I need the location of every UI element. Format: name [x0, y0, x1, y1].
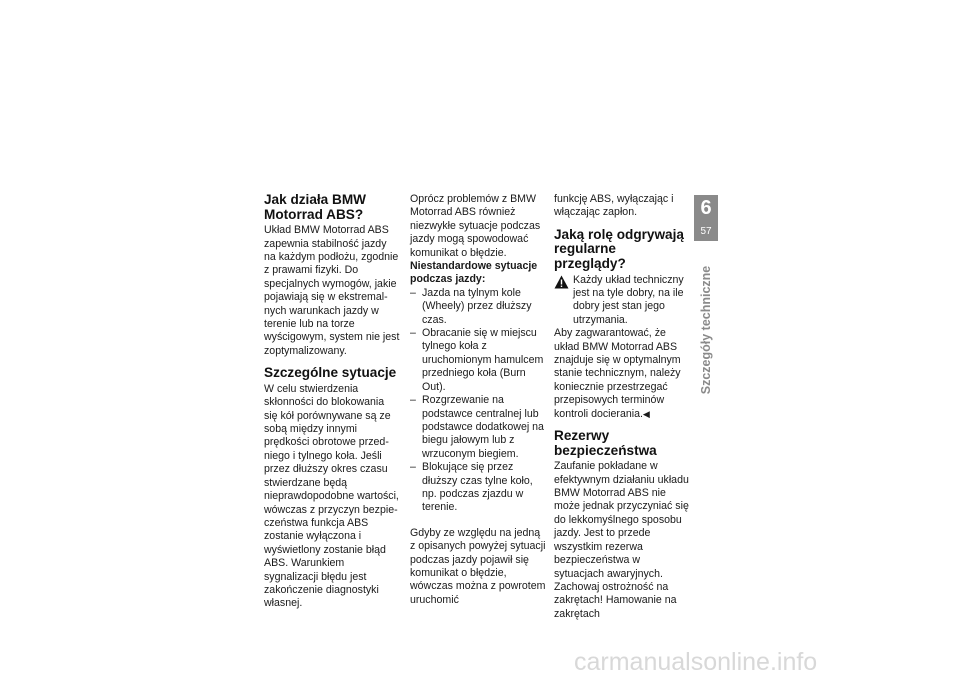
paragraph-abs-stability: Układ BMW Motorrad ABS zapewnia stabilność jazdy na każdym podłożu, zgodnie z prawami fizyki. Do specjalnych wymogów, jakie pojawiają się w ekstremalnych warunkach jazdy w terenie lub na torze wyścigowym, system nie jest zoptymalizowany. — [264, 224, 400, 357]
chapter-tab — [694, 195, 718, 241]
paragraph-unusual-situations: Oprócz problemów z BMW Motorrad ABS również niezwykłe sytuacje podczas jazdy mogą spowodować komunikat o błędzie. — [410, 193, 541, 259]
page-number: 57 — [700, 226, 712, 237]
paragraph-abs-restart: funkcję ABS, wyłączając i włączając zapłon. — [554, 193, 674, 219]
list-item-text: Jazda na tylnym kole (Wheely) przez dłuższy czas. — [422, 286, 532, 326]
list-item-text: Obracanie się w miejscu tylnego koła z uruchomionym hamulcem przedniego koła (Burn Out). — [422, 327, 544, 393]
paragraph-safety-reserves: Zaufanie pokładane w efektywnym działaniu układu BMW Motorrad ABS nie może jednak przyczyniać się do lekkomyślnego sposobu jazdy. Jest to przede wszystkim rezerwa bezpieczeństwa w sytuacjach awaryjnych. Zachowaj ostrożność na zakrętach! Hamowanie na zakrętach — [554, 460, 689, 620]
end-of-section-icon: ◀ — [642, 408, 650, 419]
column-3 — [554, 193, 690, 621]
chapter-number: 6 — [700, 197, 712, 219]
list-item-text: Blokujące się przez dłuższy czas tylne koło, np. podczas zjazdu w terenie. — [422, 461, 533, 514]
heading-special-situations: Szczególne sytuacje — [264, 365, 397, 381]
list-item — [410, 287, 546, 327]
warning-text: Każdy układ techniczny jest na tyle dobry, na ile dobry jest stan jego utrzymania. — [573, 273, 684, 326]
warning-notice — [554, 274, 690, 328]
dash-mark: – — [410, 394, 416, 407]
column-2 — [410, 193, 546, 607]
column-1 — [264, 193, 400, 611]
list-item — [410, 394, 546, 461]
inspection-text: Aby zagwarantować, że układ BMW Motorrad ABS znajduje się w optymalnym stanie technicznym, należy koniecznie przestrzegać przepisowych terminów kontroli docierania. — [554, 327, 681, 420]
heading-regular-inspections: Jaką rolę odgrywają regularne przeglądy? — [554, 226, 684, 271]
warning-triangle-icon — [554, 275, 569, 289]
watermark: carmanualsonline.info — [574, 648, 818, 676]
paragraph-wheel-lock: W celu stwierdzenia skłonności do blokowania się kół porównywane są ze sobą między innymi prędkości obrotowe przedniego i tylnego koła. Jeśli przez dłuższy okres czasu stwierdzane będą nieprawdopodobne wartości, wówczas z przyczyn bezpieczeństwa funkcja ABS zostanie wyłączona i wyświetlony zostanie błąd ABS. Warunkiem sygnalizacji błędu jest zakończenie diagnostyki własnej. — [264, 382, 399, 610]
paragraph-inspection-schedule — [554, 327, 690, 421]
list-item-text: Rozgrzewanie na podstawce centralnej lub podstawce dodatkowej na biegu jałowym lub z wrzuconym biegiem. — [422, 394, 544, 460]
dash-mark: – — [410, 327, 416, 340]
dash-mark: – — [410, 286, 416, 299]
list-item — [410, 327, 546, 394]
list-item — [410, 461, 546, 515]
paragraph-error-restart: Gdyby ze względu na jedną z opisanych powyżej sytuacji podczas jazdy pojawił się komunikat o błędzie, wówczas można z powrotem uruchomić — [410, 526, 546, 606]
heading-safety-reserves: Rezerwy bezpieczeństwa — [554, 428, 657, 458]
chapter-title-vertical: Szczegóły techniczne — [699, 265, 713, 395]
heading-how-abs-works: Jak działa BMW Motorrad ABS? — [264, 192, 366, 222]
heading-nonstandard-situations: Niestandardowe sytuacje podczas jazdy: — [410, 260, 538, 286]
dash-mark: – — [410, 461, 416, 474]
nonstandard-situations-list — [410, 287, 546, 515]
